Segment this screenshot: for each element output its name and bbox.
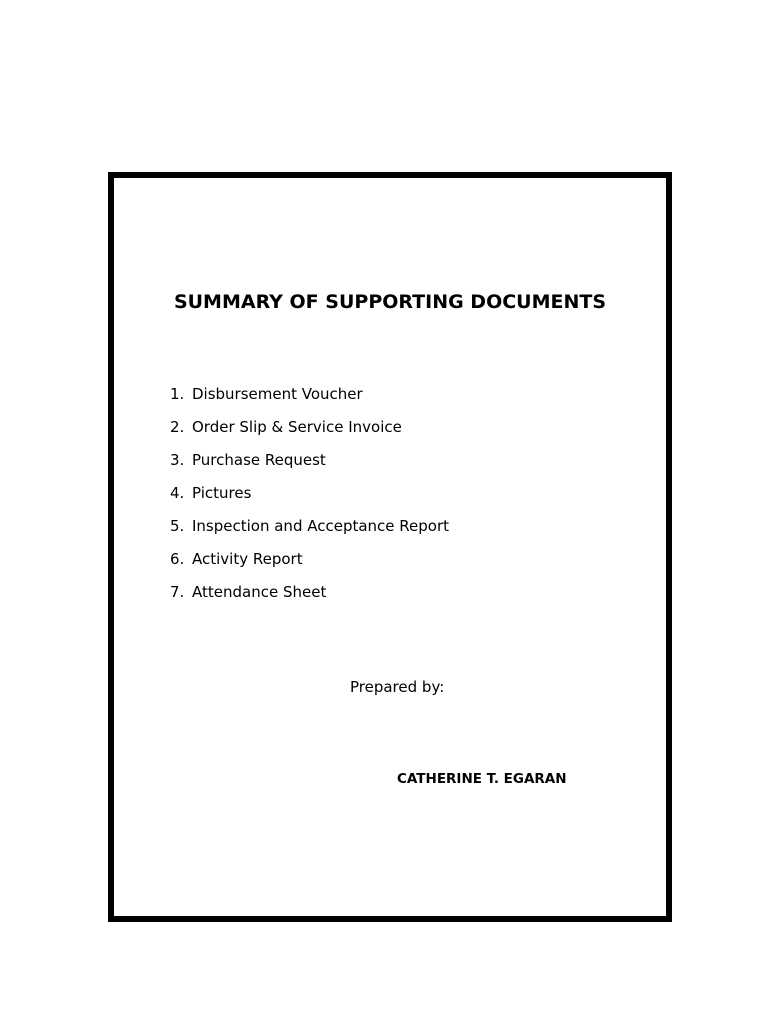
preparer-name: CATHERINE T. EGARAN: [397, 771, 567, 787]
list-item-label: Order Slip & Service Invoice: [192, 418, 402, 436]
list-item: [170, 386, 449, 419]
list-item-label: Activity Report: [192, 550, 303, 568]
document-border-frame: [108, 172, 672, 922]
list-item-number: 4.: [170, 484, 185, 502]
list-item-label: Pictures: [192, 484, 252, 502]
list-item-number: 2.: [170, 418, 185, 436]
document-title: SUMMARY OF SUPPORTING DOCUMENTS: [173, 291, 607, 313]
list-item: [170, 518, 449, 551]
list-item: [170, 485, 449, 518]
list-item-label: Attendance Sheet: [192, 583, 327, 601]
list-item-number: 1.: [170, 385, 185, 403]
list-item-label: Disbursement Voucher: [192, 385, 363, 403]
list-item-number: 5.: [170, 517, 185, 535]
supporting-documents-list: [170, 386, 449, 617]
list-item: [170, 419, 449, 452]
list-item: [170, 452, 449, 485]
list-item-number: 7.: [170, 583, 185, 601]
list-item-number: 6.: [170, 550, 185, 568]
list-item-label: Inspection and Acceptance Report: [192, 517, 450, 535]
list-item: [170, 551, 449, 584]
prepared-by-label: Prepared by:: [350, 678, 445, 696]
list-item-number: 3.: [170, 451, 185, 469]
list-item-label: Purchase Request: [192, 451, 326, 469]
list-item: [170, 584, 449, 617]
